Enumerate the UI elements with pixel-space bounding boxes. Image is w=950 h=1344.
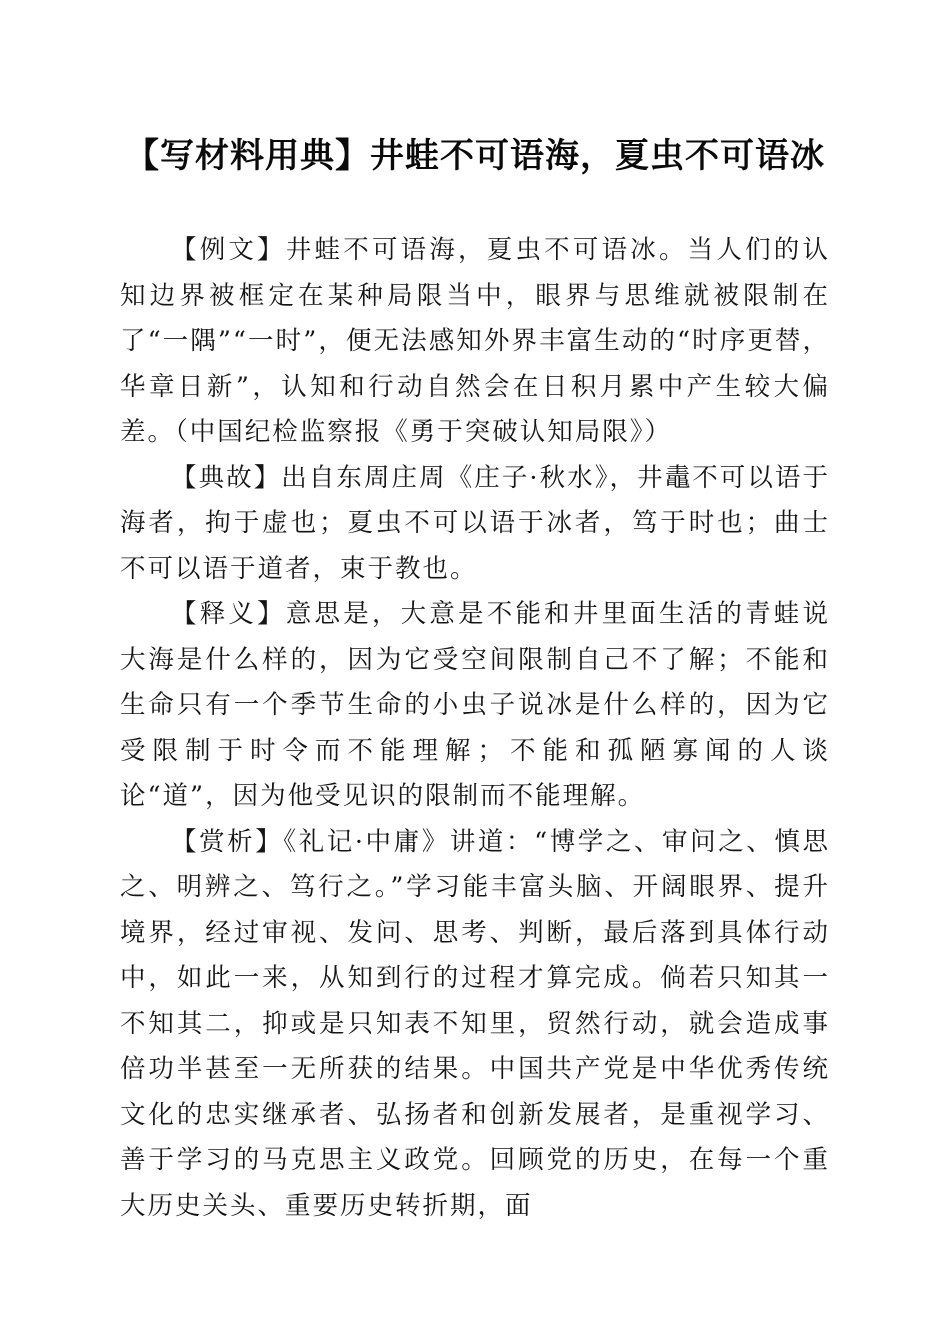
paragraph-label: 【赏析】	[171, 826, 284, 857]
paragraph-interpretation	[120, 592, 830, 820]
paragraph-allusion	[120, 456, 830, 593]
paragraph-label: 【释义】	[171, 599, 286, 629]
paragraph-appreciation	[120, 820, 830, 1230]
paragraph-text: 《礼记·中庸》讲道：“博学之、审问之、慎思之、明辨之、笃行之。”学习能丰富头脑、开阔眼界、提升境界，经过审视、发问、思考、判断，最后落到具体行动中，如此一来，从知到行的过程才算完成。倘若只知其一不知其二，抑或是只知表不知里，贸然行动，就会造成事倍功半甚至一无所获的结果。中国共产党是中华优秀传统文化的忠实继承者、弘扬者和创新发展者，是重视学习、善于学习的马克思主义政党。回顾党的历史，在每一个重大历史关头、重要历史转折期，面	[120, 826, 830, 1221]
paragraph-example	[120, 228, 830, 456]
paragraph-text: 意思是，大意是不能和井里面生活的青蛙说大海是什么样的，因为它受空间限制自己不了解；不能和生命只有一个季节生命的小虫子说冰是什么样的，因为它受限制于时令而不能理解；不能和孤陋寡闻的人谈论“道”，因为他受见识的限制而不能理解。	[120, 599, 830, 811]
paragraph-text: 井蛙不可语海，夏虫不可语冰。当人们的认知边界被框定在某种局限当中，眼界与思维就被限制在了“一隅”“一时”，便无法感知外界丰富生动的“时序更替，华章日新”，认知和行动自然会在日积月累中产生较大偏差。（中国纪检监察报《勇于突破认知局限》）	[120, 235, 830, 447]
paragraph-label: 【例文】	[171, 235, 286, 265]
document-body	[120, 228, 830, 1229]
paragraph-label: 【典故】	[171, 462, 282, 493]
paragraph-text: 出自东周庄周《庄子·秋水》，井鼃不可以语于海者，拘于虚也；夏虫不可以语于冰者，笃于时也；曲士不可以语于道者，束于教也。	[120, 462, 830, 584]
document-title: 【写材料用典】井蛙不可语海，夏虫不可语冰	[125, 136, 825, 176]
